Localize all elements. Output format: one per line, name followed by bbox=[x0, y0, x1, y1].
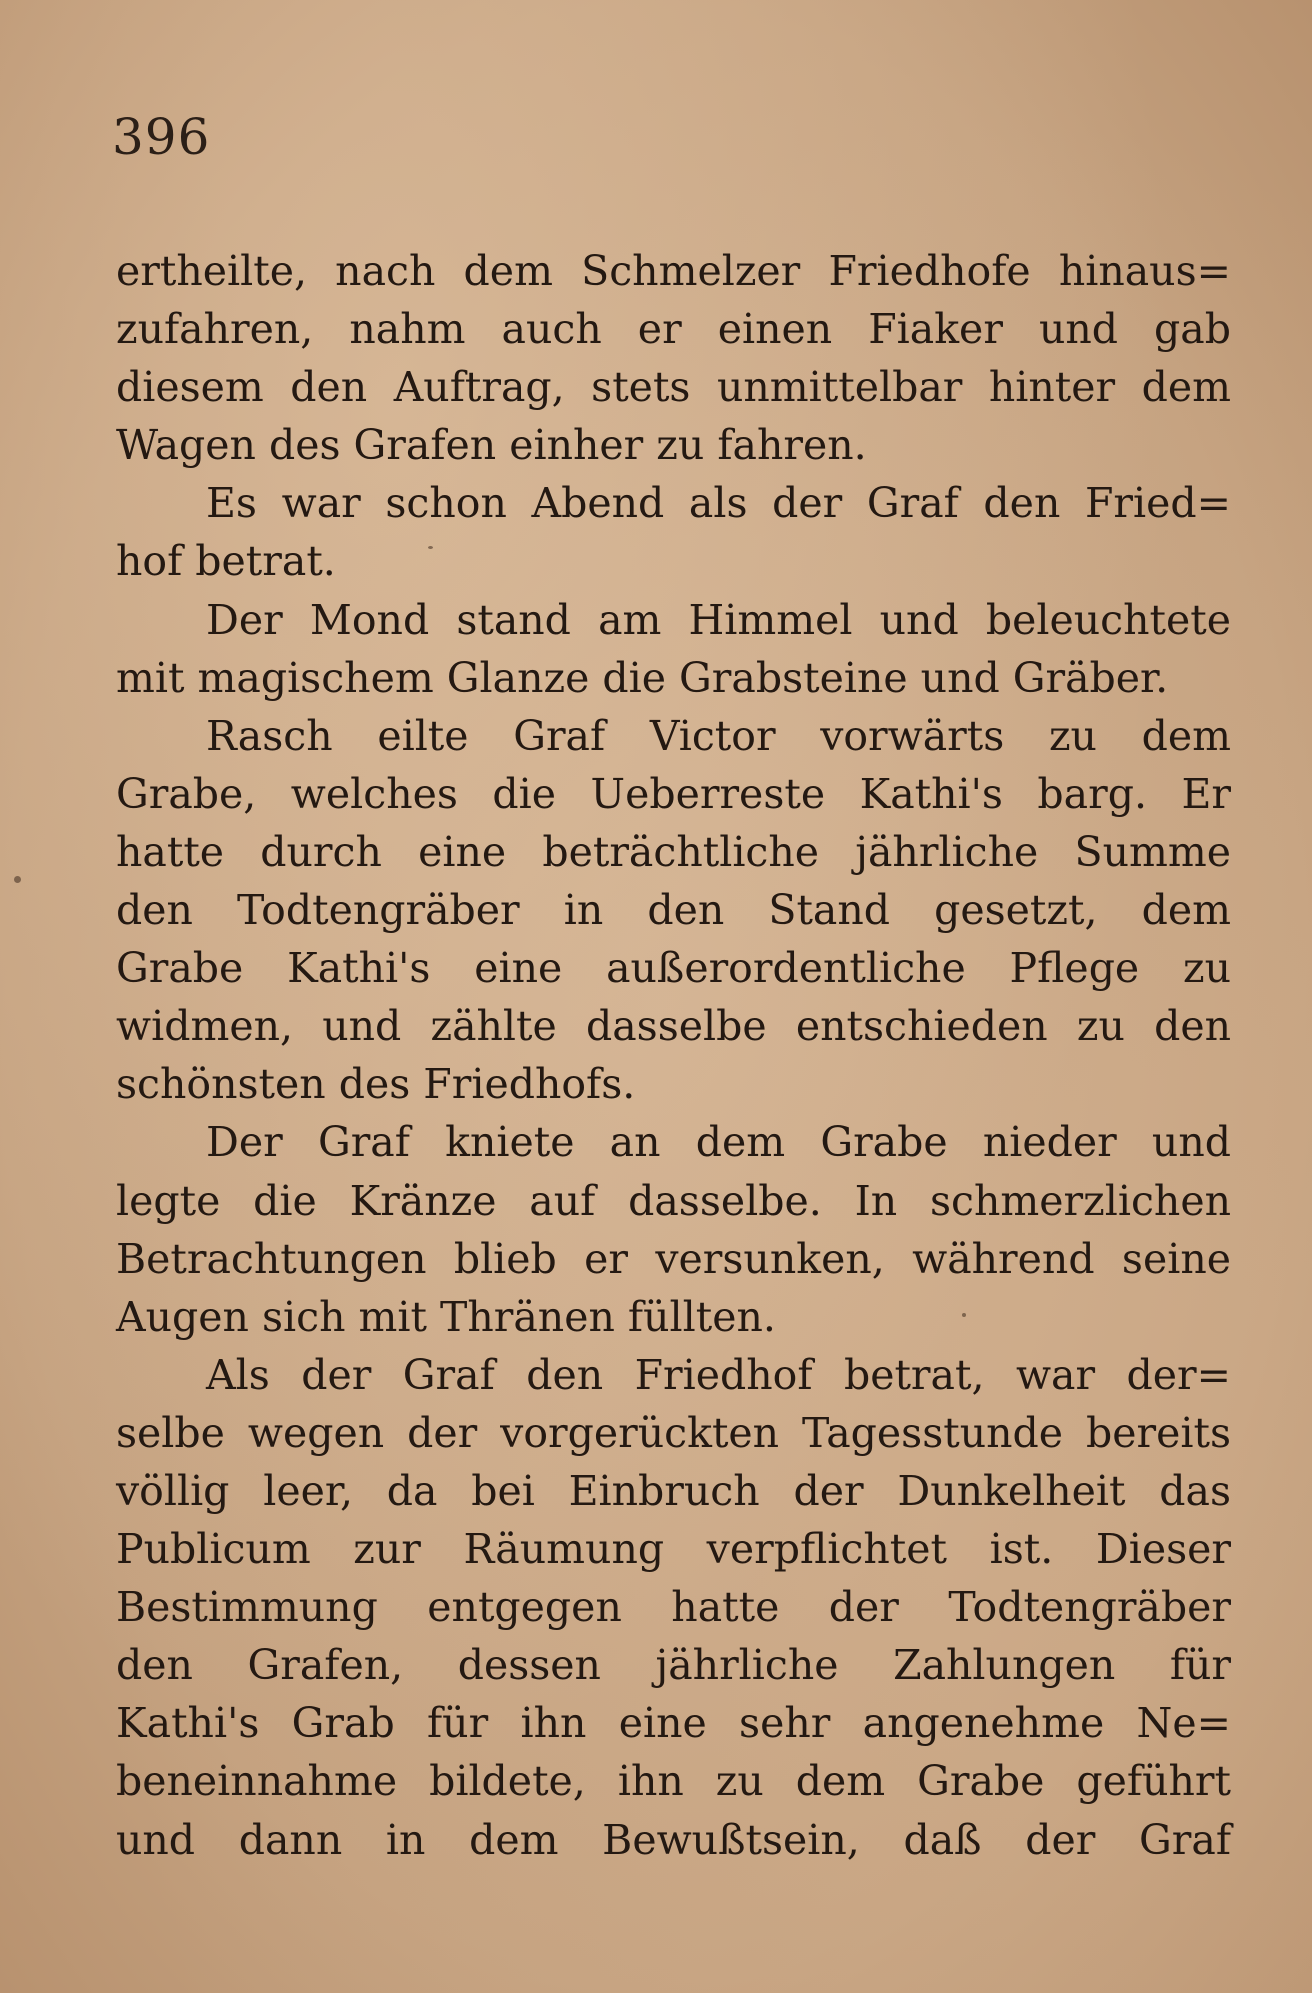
text-line: Es war schon Abend als der Graf den Fried= bbox=[206, 479, 1231, 528]
text-line: Augen sich mit Thränen füllten. bbox=[116, 1292, 776, 1341]
paper-speck bbox=[14, 876, 21, 883]
body-text bbox=[116, 242, 1231, 1869]
text-line: legte die Kränze auf dasselbe. In schmerzlichen bbox=[116, 1176, 1231, 1225]
text-line: hatte durch eine beträchtliche jährliche Summe bbox=[116, 827, 1231, 876]
text-line: zufahren, nahm auch er einen Fiaker und gab bbox=[116, 305, 1231, 354]
text-line: Publicum zur Räumung verpflichtet ist. Dieser bbox=[116, 1525, 1231, 1574]
text-line: ertheilte, nach dem Schmelzer Friedhofe hinaus= bbox=[116, 247, 1231, 295]
text-line: hof betrat. bbox=[116, 537, 336, 586]
text-line: Kathi's Grab für ihn eine sehr angenehme Ne= bbox=[116, 1699, 1231, 1748]
text-line: beneinnahme bildete, ihn zu dem Grabe geführt bbox=[116, 1757, 1231, 1806]
text-line: Der Graf kniete an dem Grabe nieder und bbox=[206, 1118, 1231, 1167]
text-line: schönsten des Friedhofs. bbox=[116, 1060, 636, 1109]
text-line: widmen, und zählte dasselbe entschieden zu den bbox=[116, 1002, 1231, 1051]
text-line: Bestimmung entgegen hatte der Todtengräber bbox=[116, 1583, 1231, 1632]
text-line: Rasch eilte Graf Victor vorwärts zu dem bbox=[206, 711, 1231, 760]
text-line: Als der Graf den Friedhof betrat, war der= bbox=[206, 1350, 1231, 1399]
page-number: 396 bbox=[112, 108, 211, 166]
text-line: selbe wegen der vorgerückten Tagesstunde bereits bbox=[116, 1408, 1231, 1457]
text-line: diesem den Auftrag, stets unmittelbar hinter dem bbox=[116, 363, 1231, 412]
paper-speck bbox=[428, 546, 433, 549]
text-line: Grabe, welches die Ueberreste Kathi's barg. Er bbox=[116, 769, 1231, 818]
paper-speck bbox=[962, 1313, 966, 1317]
text-line: den Todtengräber in den Stand gesetzt, dem bbox=[116, 886, 1231, 935]
text-line: Grabe Kathi's eine außerordentliche Pflege zu bbox=[116, 944, 1231, 993]
text-line: mit magischem Glanze die Grabsteine und Gräber. bbox=[116, 653, 1169, 702]
text-line: Betrachtungen blieb er versunken, während seine bbox=[116, 1234, 1231, 1283]
text-line: völlig leer, da bei Einbruch der Dunkelheit das bbox=[116, 1466, 1231, 1515]
text-line: den Grafen, dessen jährliche Zahlungen für bbox=[116, 1641, 1231, 1690]
text-line: Der Mond stand am Himmel und beleuchtete bbox=[206, 595, 1231, 644]
text-line: und dann in dem Bewußtsein, daß der Graf bbox=[116, 1815, 1231, 1864]
text-line: Wagen des Grafen einher zu fahren. bbox=[116, 421, 867, 470]
